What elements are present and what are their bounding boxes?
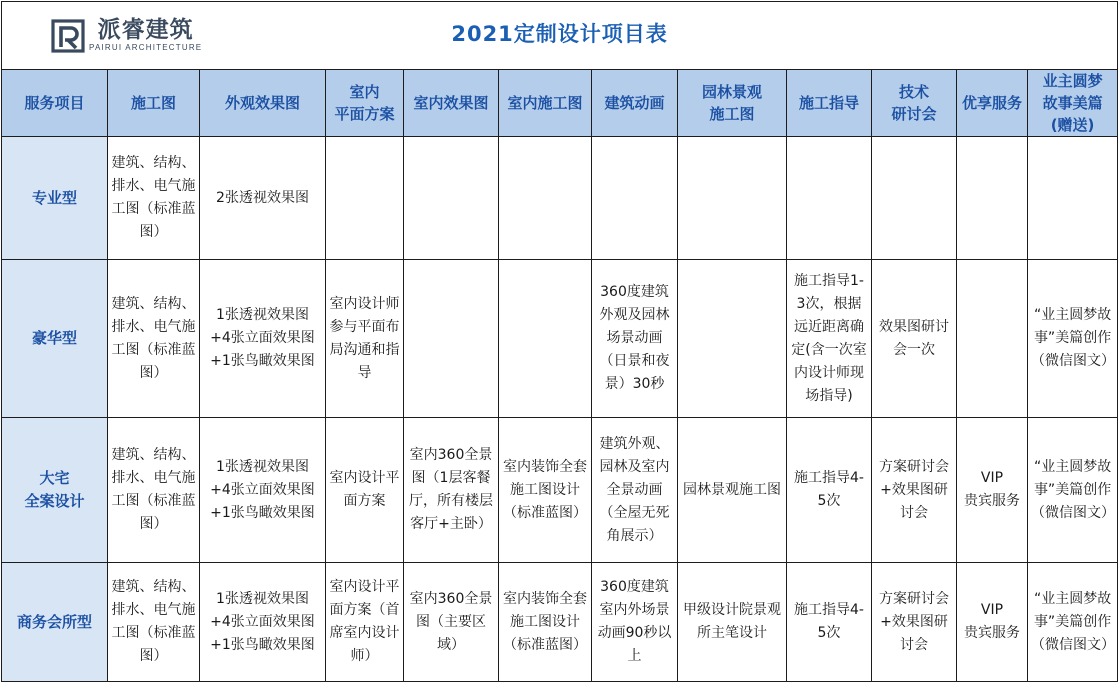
table-cell: 360度建筑外观及园林场景动画（日景和夜景）30秒	[592, 260, 678, 418]
logo-mark-icon	[51, 19, 85, 53]
table-cell: 甲级设计院景观所主笔设计	[678, 563, 787, 682]
column-header: 施工图	[108, 70, 200, 137]
column-header: 服务项目	[2, 70, 108, 137]
column-header: 室内效果图	[404, 70, 499, 137]
table-cell: “业主圆梦故事”美篇创作（微信图文）	[1028, 563, 1118, 682]
table-cell: 室内设计平面方案	[326, 418, 404, 563]
page-title: 2021定制设计项目表	[451, 21, 668, 46]
column-header: 室内 平面方案	[326, 70, 404, 137]
table-cell: 施工指导4-5次	[787, 418, 872, 563]
table-cell	[499, 137, 592, 260]
table-cell: “业主圆梦故事”美篇创作（微信图文）	[1028, 418, 1118, 563]
table-cell: 2张透视效果图	[200, 137, 326, 260]
logo-name-cn: 派睿建筑	[97, 17, 194, 43]
table-cell	[678, 260, 787, 418]
service-name: 商务会所型	[2, 563, 108, 682]
column-header: 建筑动画	[592, 70, 678, 137]
table-row	[2, 563, 1118, 682]
logo-text	[89, 18, 202, 53]
table-cell: 室内设计平面方案（首席室内设计师）	[326, 563, 404, 682]
table-cell	[404, 137, 499, 260]
column-header: 业主圆梦 故事美篇 (赠送)	[1028, 70, 1118, 137]
table-cell: 室内设计师参与平面布局沟通和指导	[326, 260, 404, 418]
table-cell	[1028, 137, 1118, 260]
table-cell: 室内装饰全套施工图设计（标准蓝图）	[499, 418, 592, 563]
table-cell: 方案研讨会+效果图研讨会	[872, 418, 957, 563]
table-cell	[326, 137, 404, 260]
table-row	[2, 418, 1118, 563]
logo-name-en: PAIRUI ARCHITECTURE	[89, 43, 203, 52]
table-cell: 施工指导4-5次	[787, 563, 872, 682]
table-cell: 效果图研讨会一次	[872, 260, 957, 418]
table-cell: 施工指导1-3次，根据远近距离确定(含一次室内设计师现场指导)	[787, 260, 872, 418]
table-cell: 建筑、结构、排水、电气施工图（标准蓝图）	[108, 563, 200, 682]
table-row	[2, 260, 1118, 418]
project-table	[1, 1, 1118, 682]
company-logo	[51, 18, 202, 53]
column-header: 施工指导	[787, 70, 872, 137]
table-cell: 室内360全景图（主要区域）	[404, 563, 499, 682]
table-cell	[592, 137, 678, 260]
table-cell: VIP 贵宾服务	[957, 418, 1028, 563]
table-cell: 建筑、结构、排水、电气施工图（标准蓝图）	[108, 260, 200, 418]
table-cell	[678, 137, 787, 260]
column-header: 园林景观 施工图	[678, 70, 787, 137]
table-cell	[404, 260, 499, 418]
table-cell	[499, 260, 592, 418]
table-cell: 方案研讨会+效果图研讨会	[872, 563, 957, 682]
title-row	[2, 2, 1118, 70]
service-name: 大宅 全案设计	[2, 418, 108, 563]
table-cell: 建筑、结构、排水、电气施工图（标准蓝图）	[108, 137, 200, 260]
table-cell: 建筑、结构、排水、电气施工图（标准蓝图）	[108, 418, 200, 563]
table-cell	[787, 137, 872, 260]
table-cell: 室内360全景图（1层客餐厅，所有楼层客厅+主卧）	[404, 418, 499, 563]
table-cell: 360度建筑室内外场景动画90秒以上	[592, 563, 678, 682]
table-cell: 室内装饰全套施工图设计（标准蓝图）	[499, 563, 592, 682]
table-cell: 1张透视效果图 +4张立面效果图 +1张鸟瞰效果图	[200, 418, 326, 563]
table-cell	[957, 260, 1028, 418]
service-name: 豪华型	[2, 260, 108, 418]
column-header: 室内施工图	[499, 70, 592, 137]
header-row	[2, 70, 1118, 137]
table-cell: VIP 贵宾服务	[957, 563, 1028, 682]
table-cell: 园林景观施工图	[678, 418, 787, 563]
title-cell	[2, 2, 1118, 70]
table-cell: 1张透视效果图 +4张立面效果图 +1张鸟瞰效果图	[200, 260, 326, 418]
table-cell: “业主圆梦故事”美篇创作（微信图文）	[1028, 260, 1118, 418]
column-header: 外观效果图	[200, 70, 326, 137]
table-cell: 建筑外观、园林及室内全景动画（全屋无死角展示）	[592, 418, 678, 563]
column-header: 技术 研讨会	[872, 70, 957, 137]
table-row	[2, 137, 1118, 260]
table-cell: 1张透视效果图 +4张立面效果图 +1张鸟瞰效果图	[200, 563, 326, 682]
column-header: 优享服务	[957, 70, 1028, 137]
table-cell	[872, 137, 957, 260]
service-name: 专业型	[2, 137, 108, 260]
table-cell	[957, 137, 1028, 260]
